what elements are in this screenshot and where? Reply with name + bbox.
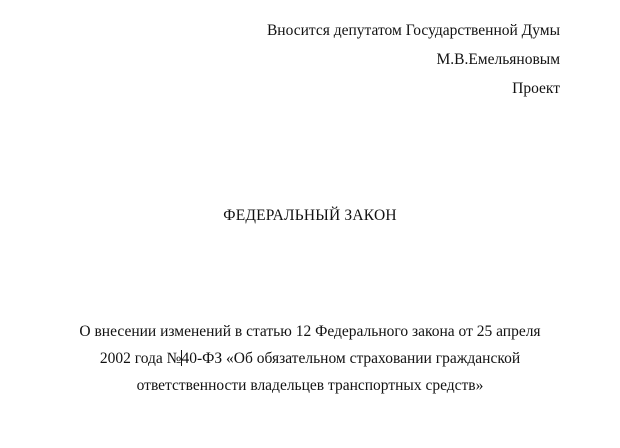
subject-line-1: О внесении изменений в статью 12 Федерального закона от 25 апреля [79,323,541,340]
draft-label: Проект [512,80,560,97]
subject-line-2 [0,345,620,372]
deputy-name: М.В.Емельяновым [436,51,560,68]
subject-line-3: ответственности владельцев транспортных средств» [136,377,484,394]
subject-line-2-part-2: 40-ФЗ «Об обязательном страховании гражданской [181,350,521,367]
subject-line-2-part-1: 2002 года № [99,350,182,367]
introduction-block [267,16,560,103]
introduced-by-line: Вносится депутатом Государственной Думы [266,22,560,39]
law-title: ФЕДЕРАЛЬНЫЙ ЗАКОН [223,207,397,224]
law-subject [0,318,620,399]
